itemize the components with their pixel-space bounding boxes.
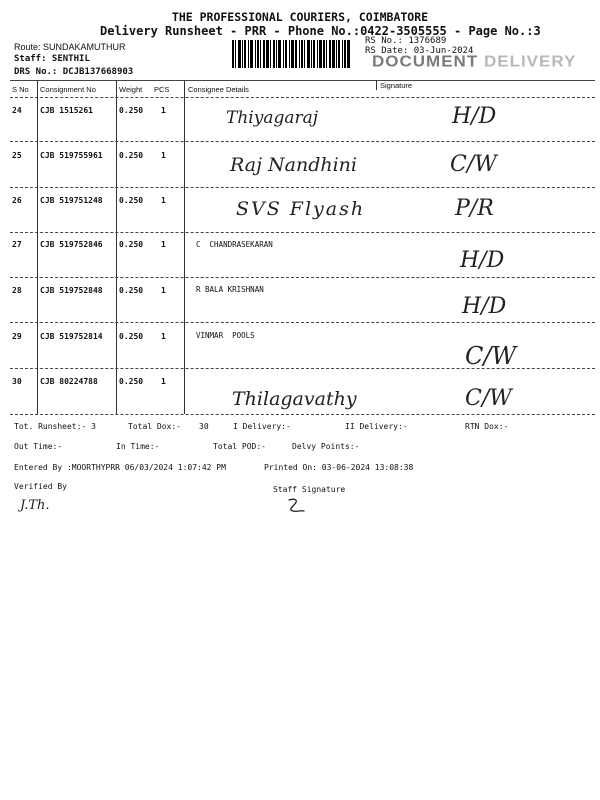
- handwritten-consignee: Thilagavathy: [232, 388, 357, 410]
- col-header-signature: Signature: [380, 81, 413, 90]
- handwritten-consignee: Raj Nandhini: [230, 154, 357, 176]
- row-separator: [10, 277, 595, 278]
- staff-signature-mark: [285, 496, 309, 516]
- row-weight: 0.250: [119, 240, 144, 249]
- row-pcs: 1: [161, 196, 166, 205]
- row-consignment: CJB 519752814: [40, 332, 103, 341]
- total-pod: Total POD:-: [213, 442, 266, 451]
- row-pcs: 1: [161, 332, 166, 341]
- handwritten-signature: H/D: [452, 104, 497, 129]
- handwritten-consignee: SVS Flyash: [236, 198, 366, 220]
- printed-on: Printed On: 03-06-2024 13:08:38: [264, 463, 414, 472]
- col-header-sno: S No: [12, 85, 29, 94]
- row-separator: [10, 368, 595, 369]
- total-dox-label: Total Dox:-: [128, 422, 181, 431]
- total-dox-value: 30: [199, 422, 209, 431]
- col-header-pcs: PCS: [154, 85, 170, 94]
- runsheet-title: Delivery Runsheet - PRR - Phone No.:0422-3505555 - Page No.:3: [100, 24, 541, 38]
- row-consignment: CJB 519751248: [40, 196, 103, 205]
- handwritten-signature: C/W: [450, 152, 497, 177]
- row-weight: 0.250: [119, 106, 144, 115]
- handwritten-signature: C/W: [465, 386, 512, 411]
- col-divider: [184, 80, 185, 414]
- row-weight: 0.250: [119, 377, 144, 386]
- col-header-consignee: Consignee Details: [188, 85, 249, 94]
- rtn-dox: RTN Dox:-: [465, 422, 509, 431]
- row-sno: 29: [12, 332, 22, 341]
- company-title: THE PROFESSIONAL COURIERS, COIMBATORE: [171, 10, 429, 24]
- row-weight: 0.250: [119, 286, 144, 295]
- staff-label: Staff: SENTHIL: [14, 54, 90, 64]
- drs-number: DRS No.: DCJB137668903: [14, 67, 134, 77]
- staff-signature-label: Staff Signature: [273, 485, 346, 494]
- row-pcs: 1: [161, 151, 166, 160]
- col-header-weight: Weight: [119, 85, 143, 94]
- verified-by-label: Verified By: [14, 482, 67, 491]
- handwritten-signature: C/W: [465, 342, 517, 370]
- row-separator: [10, 232, 595, 233]
- document-delivery-stamp: [372, 53, 576, 71]
- row-weight: 0.250: [119, 151, 144, 160]
- handwritten-signature: H/D: [460, 248, 505, 273]
- row-weight: 0.250: [119, 332, 144, 341]
- total-runsheet: Tot. Runsheet:- 3: [14, 422, 96, 431]
- row-consignment: CJB 519752848: [40, 286, 103, 295]
- entered-by: Entered By :MOORTHYPRR 06/03/2024 1:07:42 PM: [14, 463, 226, 472]
- out-time: Out Time:-: [14, 442, 63, 451]
- table-top-rule: [10, 80, 595, 81]
- row-pcs: 1: [161, 377, 166, 386]
- row-consignment: CJB 80224788: [40, 377, 98, 386]
- col-divider: [37, 80, 38, 414]
- col-divider: [116, 80, 117, 414]
- route-label: Route: SUNDAKAMUTHUR: [14, 42, 126, 52]
- row-sno: 25: [12, 151, 22, 160]
- row-separator: [10, 187, 595, 188]
- i-delivery: I Delivery:-: [233, 422, 291, 431]
- handwritten-consignee: Thiyagaraj: [226, 108, 319, 128]
- consignee-name: C CHANDRASEKARAN: [196, 240, 273, 249]
- rs-date: RS Date: 03-Jun-2024: [365, 46, 474, 56]
- row-pcs: 1: [161, 240, 166, 249]
- row-separator: [10, 141, 595, 142]
- row-weight: 0.250: [119, 196, 144, 205]
- barcode: [232, 40, 360, 68]
- row-consignment: CJB 519755961: [40, 151, 103, 160]
- consignee-name: R BALA KRISHNAN: [196, 285, 264, 294]
- row-sno: 24: [12, 106, 22, 115]
- delvy-points: Delvy Points:-: [292, 442, 360, 451]
- handwritten-signature: H/D: [462, 294, 507, 319]
- row-pcs: 1: [161, 286, 166, 295]
- row-pcs: 1: [161, 106, 166, 115]
- ii-delivery: II Delivery:-: [345, 422, 408, 431]
- row-sno: 26: [12, 196, 22, 205]
- row-sno: 30: [12, 377, 22, 386]
- stamp-text-light: DELIVERY: [483, 53, 577, 71]
- row-consignment: CJB 1515261: [40, 106, 93, 115]
- col-header-consignment: Consignment No: [40, 85, 96, 94]
- stamp-text-dark: DOCUMENT: [372, 53, 484, 71]
- col-divider: [376, 80, 377, 90]
- header-rule: [10, 97, 595, 98]
- row-separator: [10, 322, 595, 323]
- verified-initials: J.Th.: [20, 498, 50, 513]
- rs-number: RS No.: 1376689: [365, 36, 447, 46]
- row-separator: [10, 414, 595, 415]
- row-sno: 27: [12, 240, 22, 249]
- row-sno: 28: [12, 286, 22, 295]
- in-time: In Time:-: [116, 442, 160, 451]
- row-consignment: CJB 519752846: [40, 240, 103, 249]
- consignee-name: VINMAR POOLS: [196, 331, 255, 340]
- handwritten-signature: P/R: [455, 196, 494, 221]
